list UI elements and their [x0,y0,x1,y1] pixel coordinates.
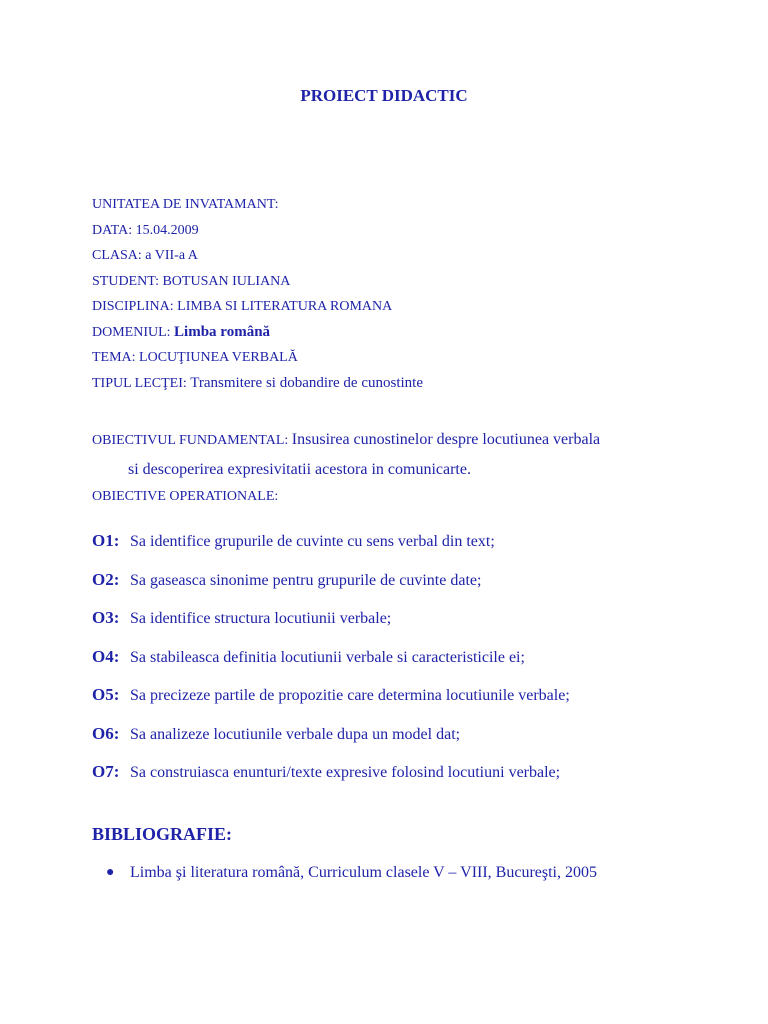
objective-item [92,721,712,760]
tipul-line [92,371,712,397]
objectiv-fundamental-line-1 [92,428,712,452]
bibliography-item [106,862,678,884]
tema-line: TEMA: LOCUŢIUNEA VERBALĂ [92,350,298,365]
objective-item [92,644,712,683]
objective-code: O3: [92,608,120,627]
student-line: STUDENT: BOTUSAN IULIANA [92,273,291,289]
clasa-line: CLASA: a VII-a A [92,248,198,263]
objective-item [92,759,712,798]
objective-code: O5: [92,685,120,704]
obiective-operationale-label: OBIECTIVE OPERATIONALE: [92,489,279,504]
objective-text: Sa precizeze partile de propozitie care determina locutiunile verbale; [130,687,570,704]
bibliography-title: BIBLIOGRAFIE: [92,824,233,844]
objective-text: Sa analizeze locutiunile verbale dupa un model dat; [130,725,461,743]
bullet-icon: ● [106,865,115,880]
objectiv-fundamental-text-1: Insusirea cunostinelor despre locutiunea verbala [291,431,601,448]
bibliography-list [106,862,678,884]
objective-text: Sa stabileasca definitia locutiunii verbale si caracteristicile ei; [130,648,525,666]
objectiv-fundamental-label: OBIECTIVUL FUNDAMENTAL: [92,433,292,448]
objective-code: O2: [92,569,120,589]
bibliography-item-text: Limba şi literatura română, Curriculum clasele V – VIII, Bucureşti, 2005 [130,864,597,881]
page-title: PROIECT DIDACTIC [300,86,468,105]
objective-item [92,605,712,644]
objective-code: O4: [92,646,120,666]
objective-item [92,682,712,721]
objectiv-fundamental [92,428,712,482]
objective-text: Sa construiasca enunturi/texte expresive folosind locutiuni verbale; [130,764,561,781]
objective-code: O7: [92,762,120,781]
objective-item [92,528,712,567]
domeniul-value: Limba română [174,323,271,340]
objective-code: O1: [92,531,120,550]
unitatea-line: UNITATEA DE INVATAMANT: [92,197,279,212]
lesson-info [92,192,712,396]
data-line: DATA: 15.04.2009 [92,222,199,238]
objective-item [92,567,712,606]
objectiv-fundamental-text-2: si descoperirea expresivitatii acestora in comunicarte. [128,461,471,478]
domeniul-label: DOMENIUL: [92,324,175,340]
tipul-value: Transmitere si dobandire de cunostinte [190,374,423,391]
objective-code: O6: [92,723,120,743]
objectives-list [92,528,712,798]
objective-text: Sa gaseasca sinonime pentru grupurile de cuvinte date; [130,571,482,589]
disciplina-line: DISCIPLINA: LIMBA SI LITERATURA ROMANA [92,299,393,314]
domeniul-line [92,320,712,346]
objective-text: Sa identifice grupurile de cuvinte cu sens verbal din text; [130,533,495,550]
objective-text: Sa identifice structura locutiunii verbale; [130,610,392,627]
tipul-label: TIPUL LECŢEI: [92,375,191,391]
